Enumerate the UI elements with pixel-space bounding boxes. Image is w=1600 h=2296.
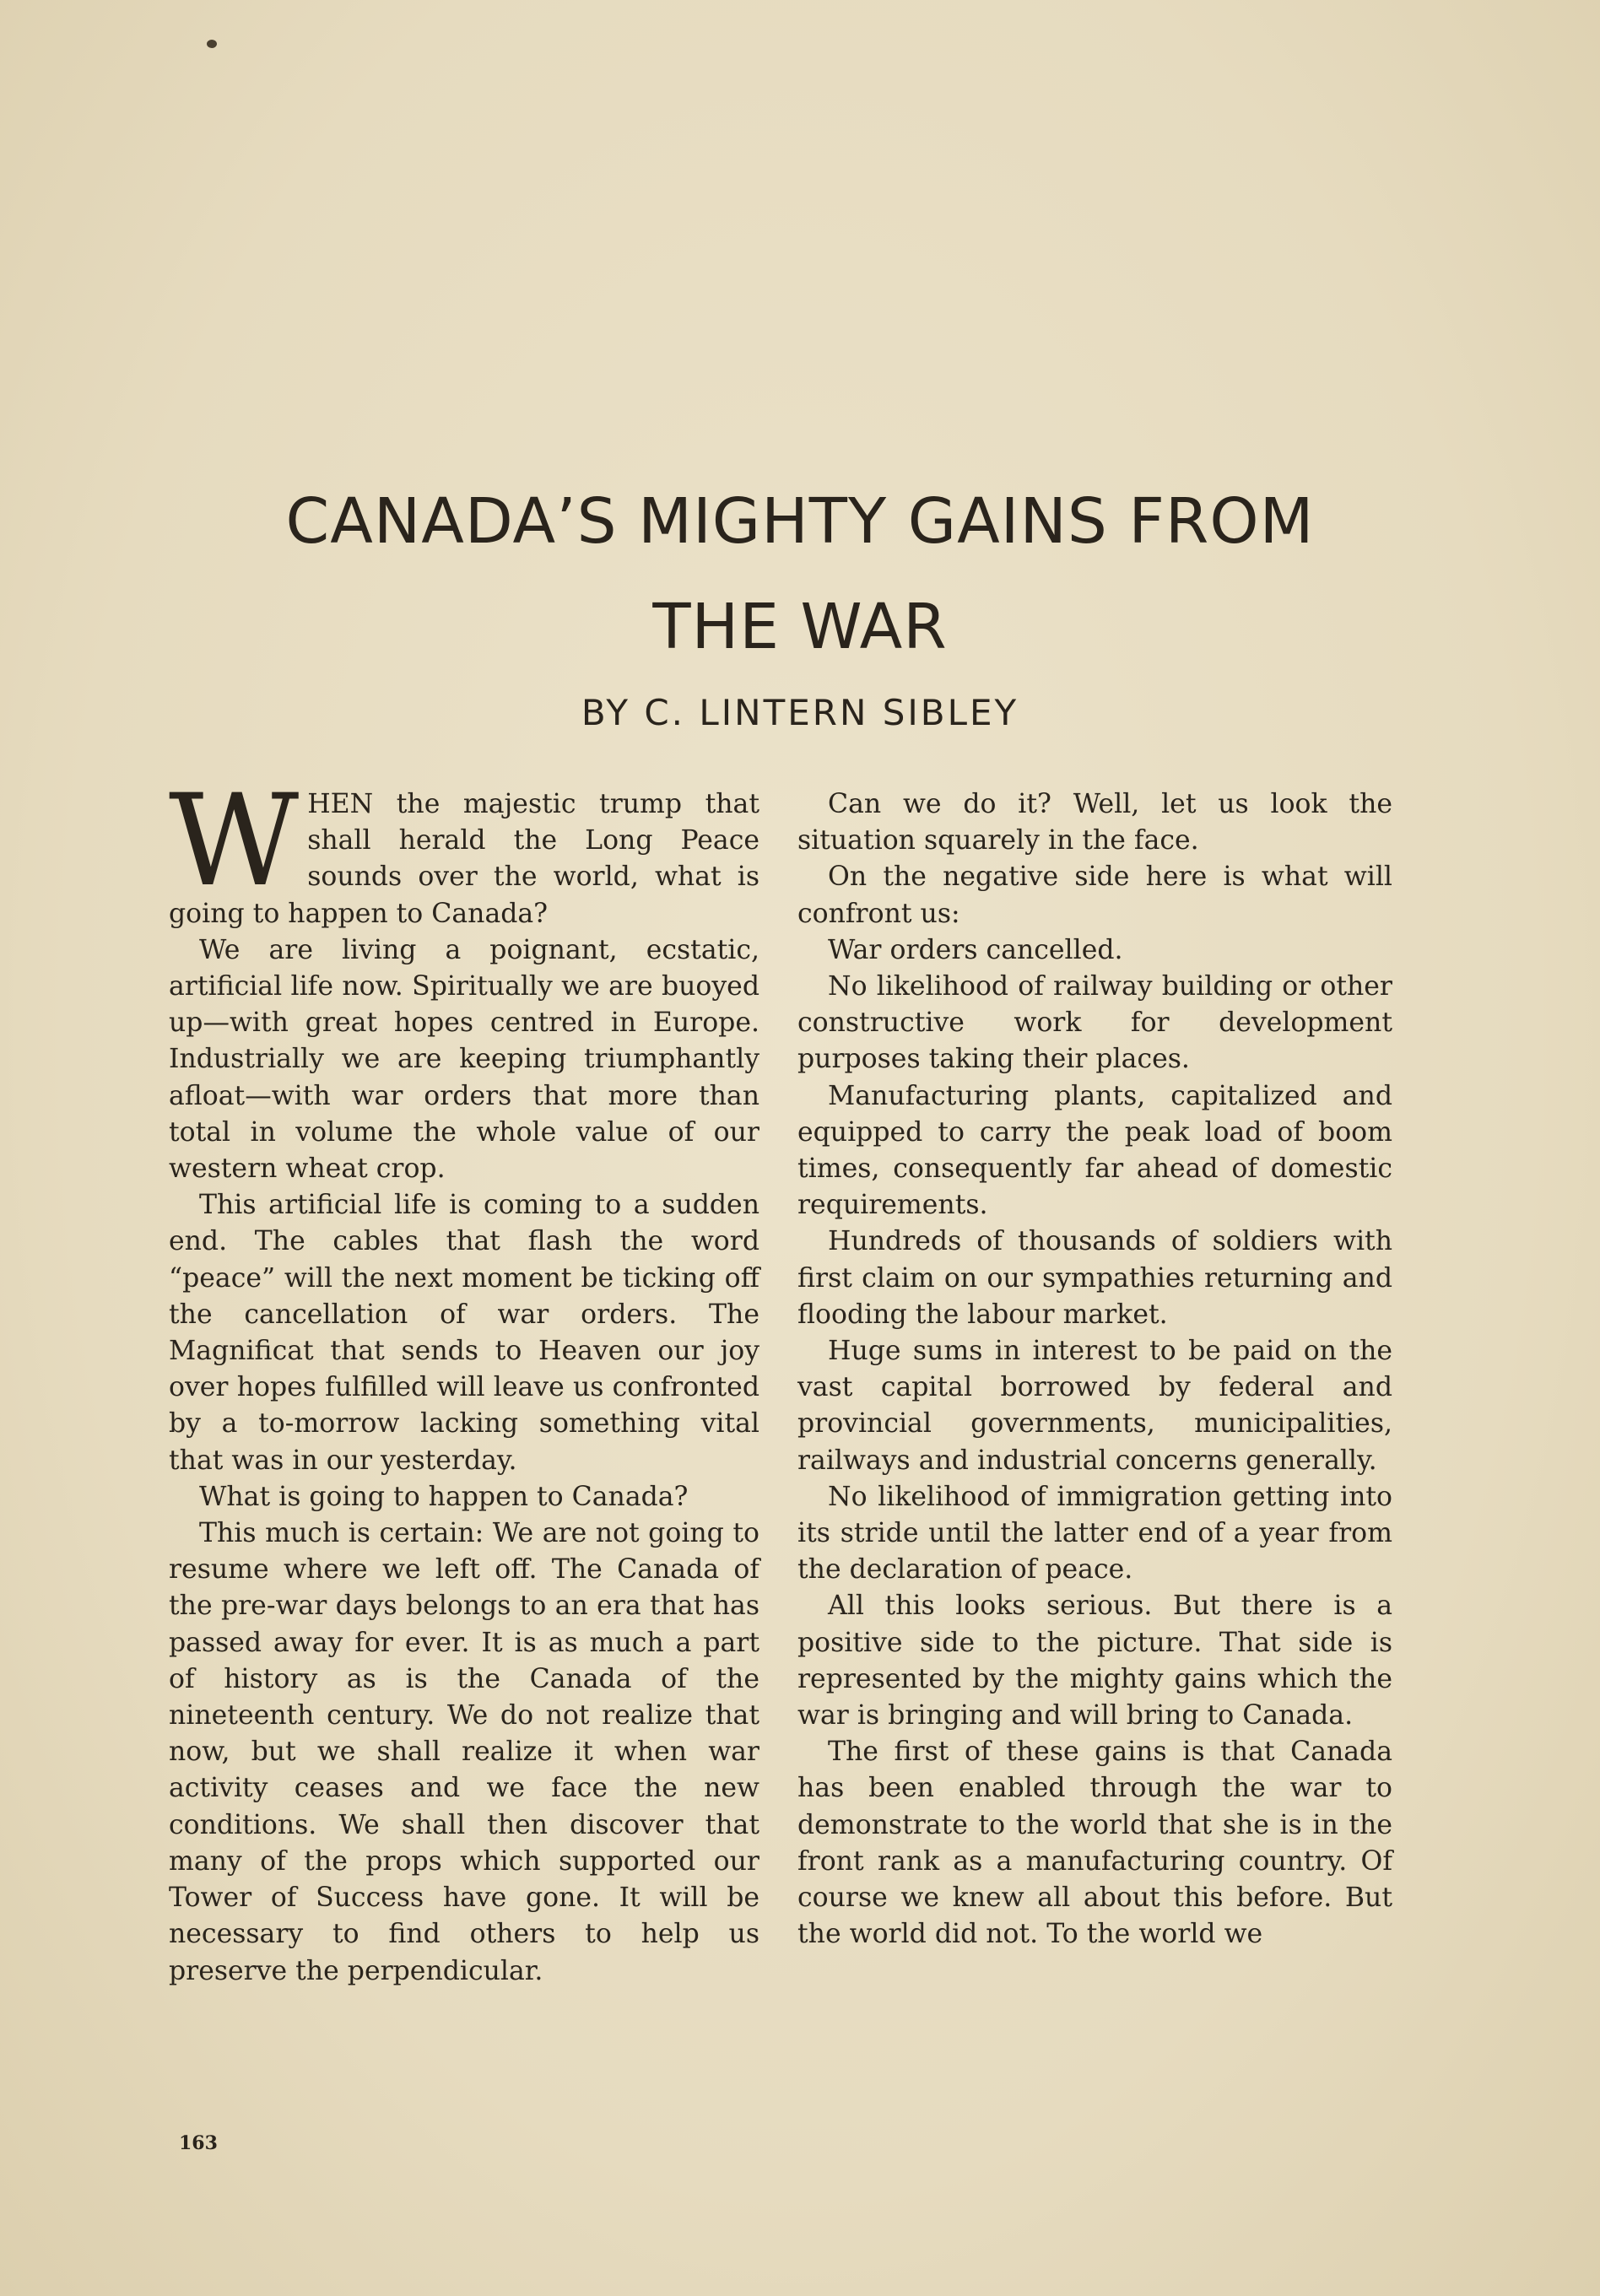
page-number: 163 [179,2132,218,2154]
paragraph: The first of these gains is that Canada has been enabled through the war to demonstrate to the world that she is in the front rank as a manufacturing country. Of course we knew all about this before. But the world did not. To the world we [797,1737,1392,1950]
paragraph: Can we do it? Well, let us look the situation squarely in the face. [797,789,1392,856]
paragraph: No likelihood of railway building or other constructive work for development purposes taking their places. [797,971,1392,1075]
drop-cap: W [169,768,300,915]
right-column [797,786,1392,1953]
left-column [169,768,759,1990]
paragraph: We are living a poignant, ecstatic, artificial life now. Spiritually we are buoyed up—with great hopes centred in Europe. Industrially we are keeping triumphantly afloat—with war orders that more than total in volume the whole value of our western wheat crop. [169,934,759,1185]
paragraph: All this looks serious. But there is a positive side to the picture. That side is represented by the mighty gains which the war is bringing and will bring to Canada. [797,1591,1392,1731]
paragraph: What is going to happen to Canada? [199,1481,689,1512]
paragraph: This artificial life is coming to a sudden end. The cables that flash the word “peace” will the next moment be ticking off the cancellation of war orders. The Magnificat that sends to Heaven our joy over hopes fulfilled will leave us confronted by a to-morrow lacking something vital that was in our yesterday. [169,1190,759,1476]
paragraph: On the negative side here is what will confront us: [797,862,1392,929]
article-title-line-2: THE WAR [652,591,948,663]
paragraph: Hundreds of thousands of soldiers with first claim on our sympathies returning and flooding the labour market. [797,1226,1392,1330]
ink-spot [207,40,217,48]
paragraph: Huge sums in interest to be paid on the vast capital borrowed by federal and provincial governments, municipalities, railways and industrial concerns generally. [797,1336,1392,1476]
byline: BY C. LINTERN SIBLEY [581,692,1019,733]
paragraph-text: HEN the majestic trump that shall herald the Long Peace sounds over the world, what is going to happen to Canada? [169,789,759,929]
paragraph: This much is certain: We are not going to resume where we left off. The Canada of the pre-war days belongs to an era that has passed away for ever. It is as much a part of history as is the Canada of the nineteenth century. We do not realize that now, but we shall realize it when war activity ceases and we face the new conditions. We shall then discover that many of the props which supported our Tower of Success have gone. It will be necessary to find others to help us preserve the perpendicular. [169,1518,759,1986]
article-title-line-1: CANADA’S MIGHTY GAINS FROM [285,485,1315,558]
paragraph: War orders cancelled. [828,934,1123,965]
paragraph: No likelihood of immigration getting into its stride until the latter end of a year from the declaration of peace. [797,1481,1392,1586]
paragraph [169,768,759,932]
paragraph: Manufacturing plants, capitalized and equipped to carry the peak load of boom times, consequently far ahead of domestic requirements. [797,1080,1392,1221]
